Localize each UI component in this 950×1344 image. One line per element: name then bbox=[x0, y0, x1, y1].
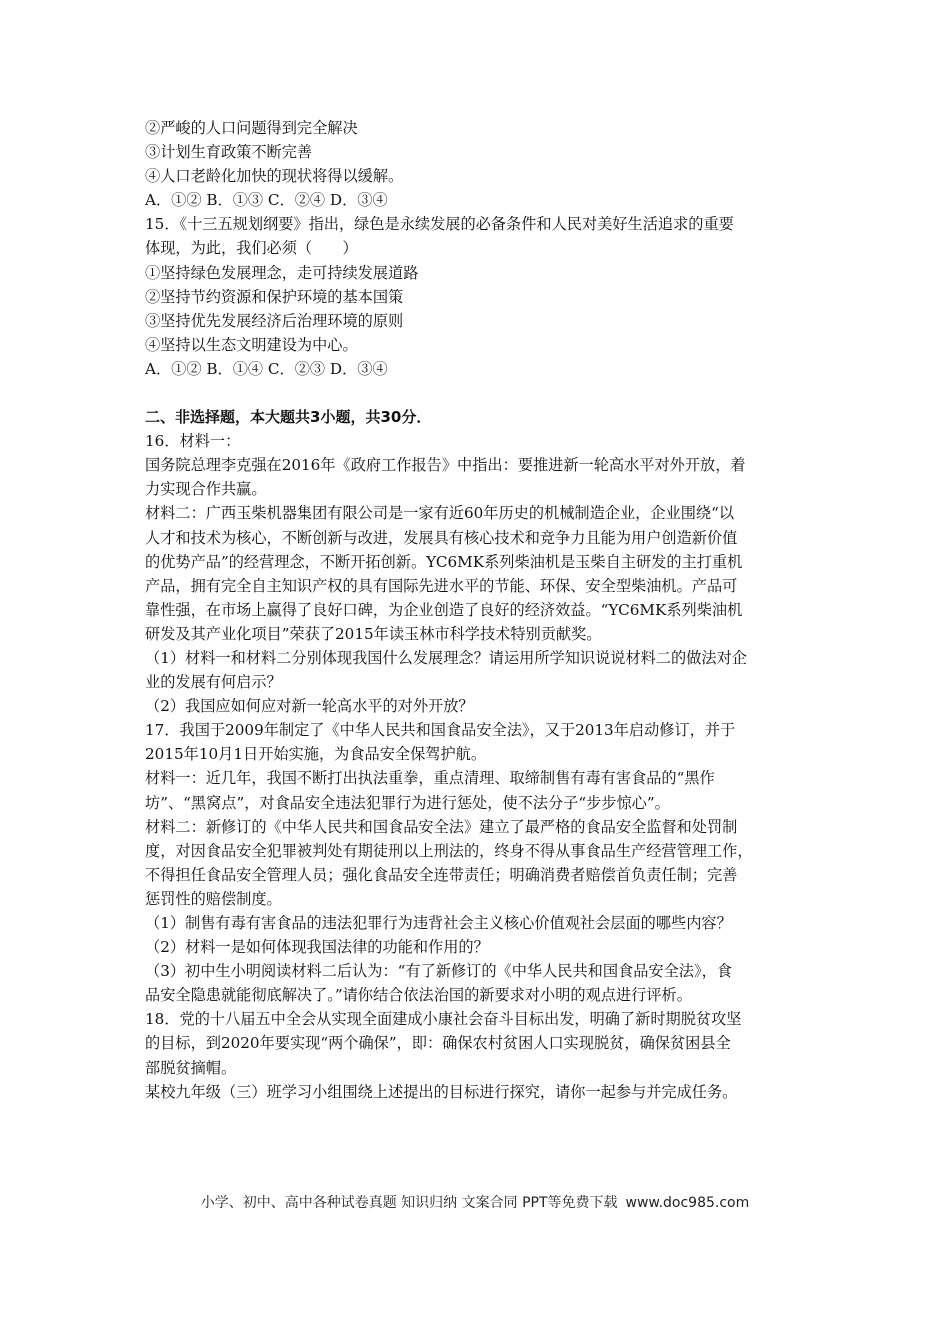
sub-question: （3）初中生小明阅读材料二后认为：“有了新修订的《中华人民共和国食品安全法》，食 bbox=[145, 962, 732, 981]
sub-question: （2）材料一是如何体现我国法律的功能和作用的？ bbox=[145, 938, 489, 957]
text-line: 力实现合作共赢。 bbox=[145, 480, 267, 499]
footer-link[interactable]: www.doc985.com bbox=[625, 1195, 750, 1211]
text-line: 国务院总理李克强在2016年《政府工作报告》中指出：要推进新一轮高水平对外开放，着 bbox=[145, 456, 746, 475]
question-18-stem: 18．党的十八届五中全会从实现全面建成小康社会奋斗目标出发，明确了新时期脱贫攻坚 bbox=[145, 1010, 742, 1029]
text-line: ①坚持绿色发展理念，走可持续发展道路 bbox=[145, 263, 419, 282]
question-16-title: 16．材料一： bbox=[145, 432, 241, 451]
text-line: 品安全隐患就能彻底解决了。”请你结合依法治国的新要求对小明的观点进行评析。 bbox=[145, 986, 692, 1005]
text-line: 产品，拥有完全自主知识产权的具有国际先进水平的节能、环保、安全型柴油机。产品可 bbox=[145, 576, 738, 595]
text-line: 靠性强，在市场上赢得了良好口碑，为企业创造了良好的经济效益。“YC6MK系列柴油机 bbox=[145, 600, 743, 619]
question-15-stem: 15．《十三五规划纲要》指出，绿色是永续发展的必备条件和人民对美好生活追求的重要 bbox=[145, 215, 734, 234]
text-line: 2015年10月1日开始实施，为食品安全保驾护航。 bbox=[145, 745, 487, 764]
section-heading: 二、非选择题，本大题共3小题，共30分． bbox=[145, 408, 432, 427]
text-line: 部脱贫摘帽。 bbox=[145, 1058, 237, 1077]
text-line: 材料二：广西玉柴机器集团有限公司是一家有近60年历史的机械制造企业，企业围绕“以 bbox=[145, 504, 735, 523]
answer-options: A．①② B．①④ C．②③ D．③④ bbox=[145, 359, 388, 378]
page-footer bbox=[0, 1192, 950, 1212]
text-line: 材料二：新修订的《中华人民共和国食品安全法》建立了最严格的食品安全监督和处罚制 bbox=[145, 817, 738, 836]
text-line: 体现，为此，我们必须（ ） bbox=[145, 239, 358, 258]
text-line: 的优势产品”的经营理念，不断开拓创新。YC6MK系列柴油机是玉柴自主研发的主打重机 bbox=[145, 552, 743, 571]
text-line: 某校九年级（三）班学习小组围绕上述提出的目标进行探究，请你一起参与并完成任务。 bbox=[145, 1082, 738, 1101]
footer-text: 小学、初中、高中各种试卷真题 知识归纳 文案合同 PPT等免费下载 bbox=[200, 1195, 618, 1211]
sub-question: （1）材料一和材料二分别体现我国什么发展理念？请运用所学知识说说材料二的做法对企 bbox=[145, 648, 747, 667]
text-line: ④人口老龄化加快的现状将得以缓解。 bbox=[145, 167, 404, 186]
text-line: ②坚持节约资源和保护环境的基本国策 bbox=[145, 287, 404, 306]
text-line: 惩罚性的赔偿制度。 bbox=[145, 889, 282, 908]
sub-question: （2）我国应如何应对新一轮高水平的对外开放？ bbox=[145, 697, 474, 716]
question-block-1 bbox=[145, 116, 815, 381]
text-line: 业的发展有何启示？ bbox=[145, 673, 282, 692]
text-line: ③计划生育政策不断完善 bbox=[145, 143, 313, 162]
text-line: 的目标，到2020年要实现“两个确保”，即：确保农村贫困人口实现脱贫，确保贫困县全 bbox=[145, 1034, 731, 1053]
text-line: ③坚持优先发展经济后治理环境的原则 bbox=[145, 311, 404, 330]
text-line: ④坚持以生态文明建设为中心。 bbox=[145, 335, 358, 354]
question-block-2 bbox=[145, 429, 815, 1104]
answer-options: A．①② B．①③ C．②④ D．③④ bbox=[145, 191, 388, 210]
text-line: 材料一：近几年，我国不断打出执法重拳，重点清理、取缔制售有毒有害食品的“黑作 bbox=[145, 769, 715, 788]
text-line: 不得担任食品安全管理人员；强化食品安全连带责任；明确消费者赔偿首负责任制；完善 bbox=[145, 865, 738, 884]
text-line: 人才和技术为核心，不断创新与改进，发展具有核心技术和竞争力且能为用户创造新价值 bbox=[145, 528, 738, 547]
sub-question: （1）制售有毒有害食品的违法犯罪行为违背社会主义核心价值观社会层面的哪些内容？ bbox=[145, 914, 732, 932]
text-line: 坊”、“黑窝点”，对食品安全违法犯罪行为进行惩处，使不法分子“步步惊心”。 bbox=[145, 793, 670, 812]
document-body bbox=[145, 116, 815, 1104]
text-line: 研发及其产业化项目”荣获了2015年读玉林市科学技术特别贡献奖。 bbox=[145, 624, 602, 643]
question-17-stem: 17．我国于2009年制定了《中华人民共和国食品安全法》，又于2013年启动修订，并于 bbox=[145, 721, 736, 740]
text-line: ②严峻的人口问题得到完全解决 bbox=[145, 119, 358, 137]
text-line: 度，对因食品安全犯罪被判处有期徒刑以上刑法的，终身不得从事食品生产经营管理工作， bbox=[145, 841, 753, 860]
